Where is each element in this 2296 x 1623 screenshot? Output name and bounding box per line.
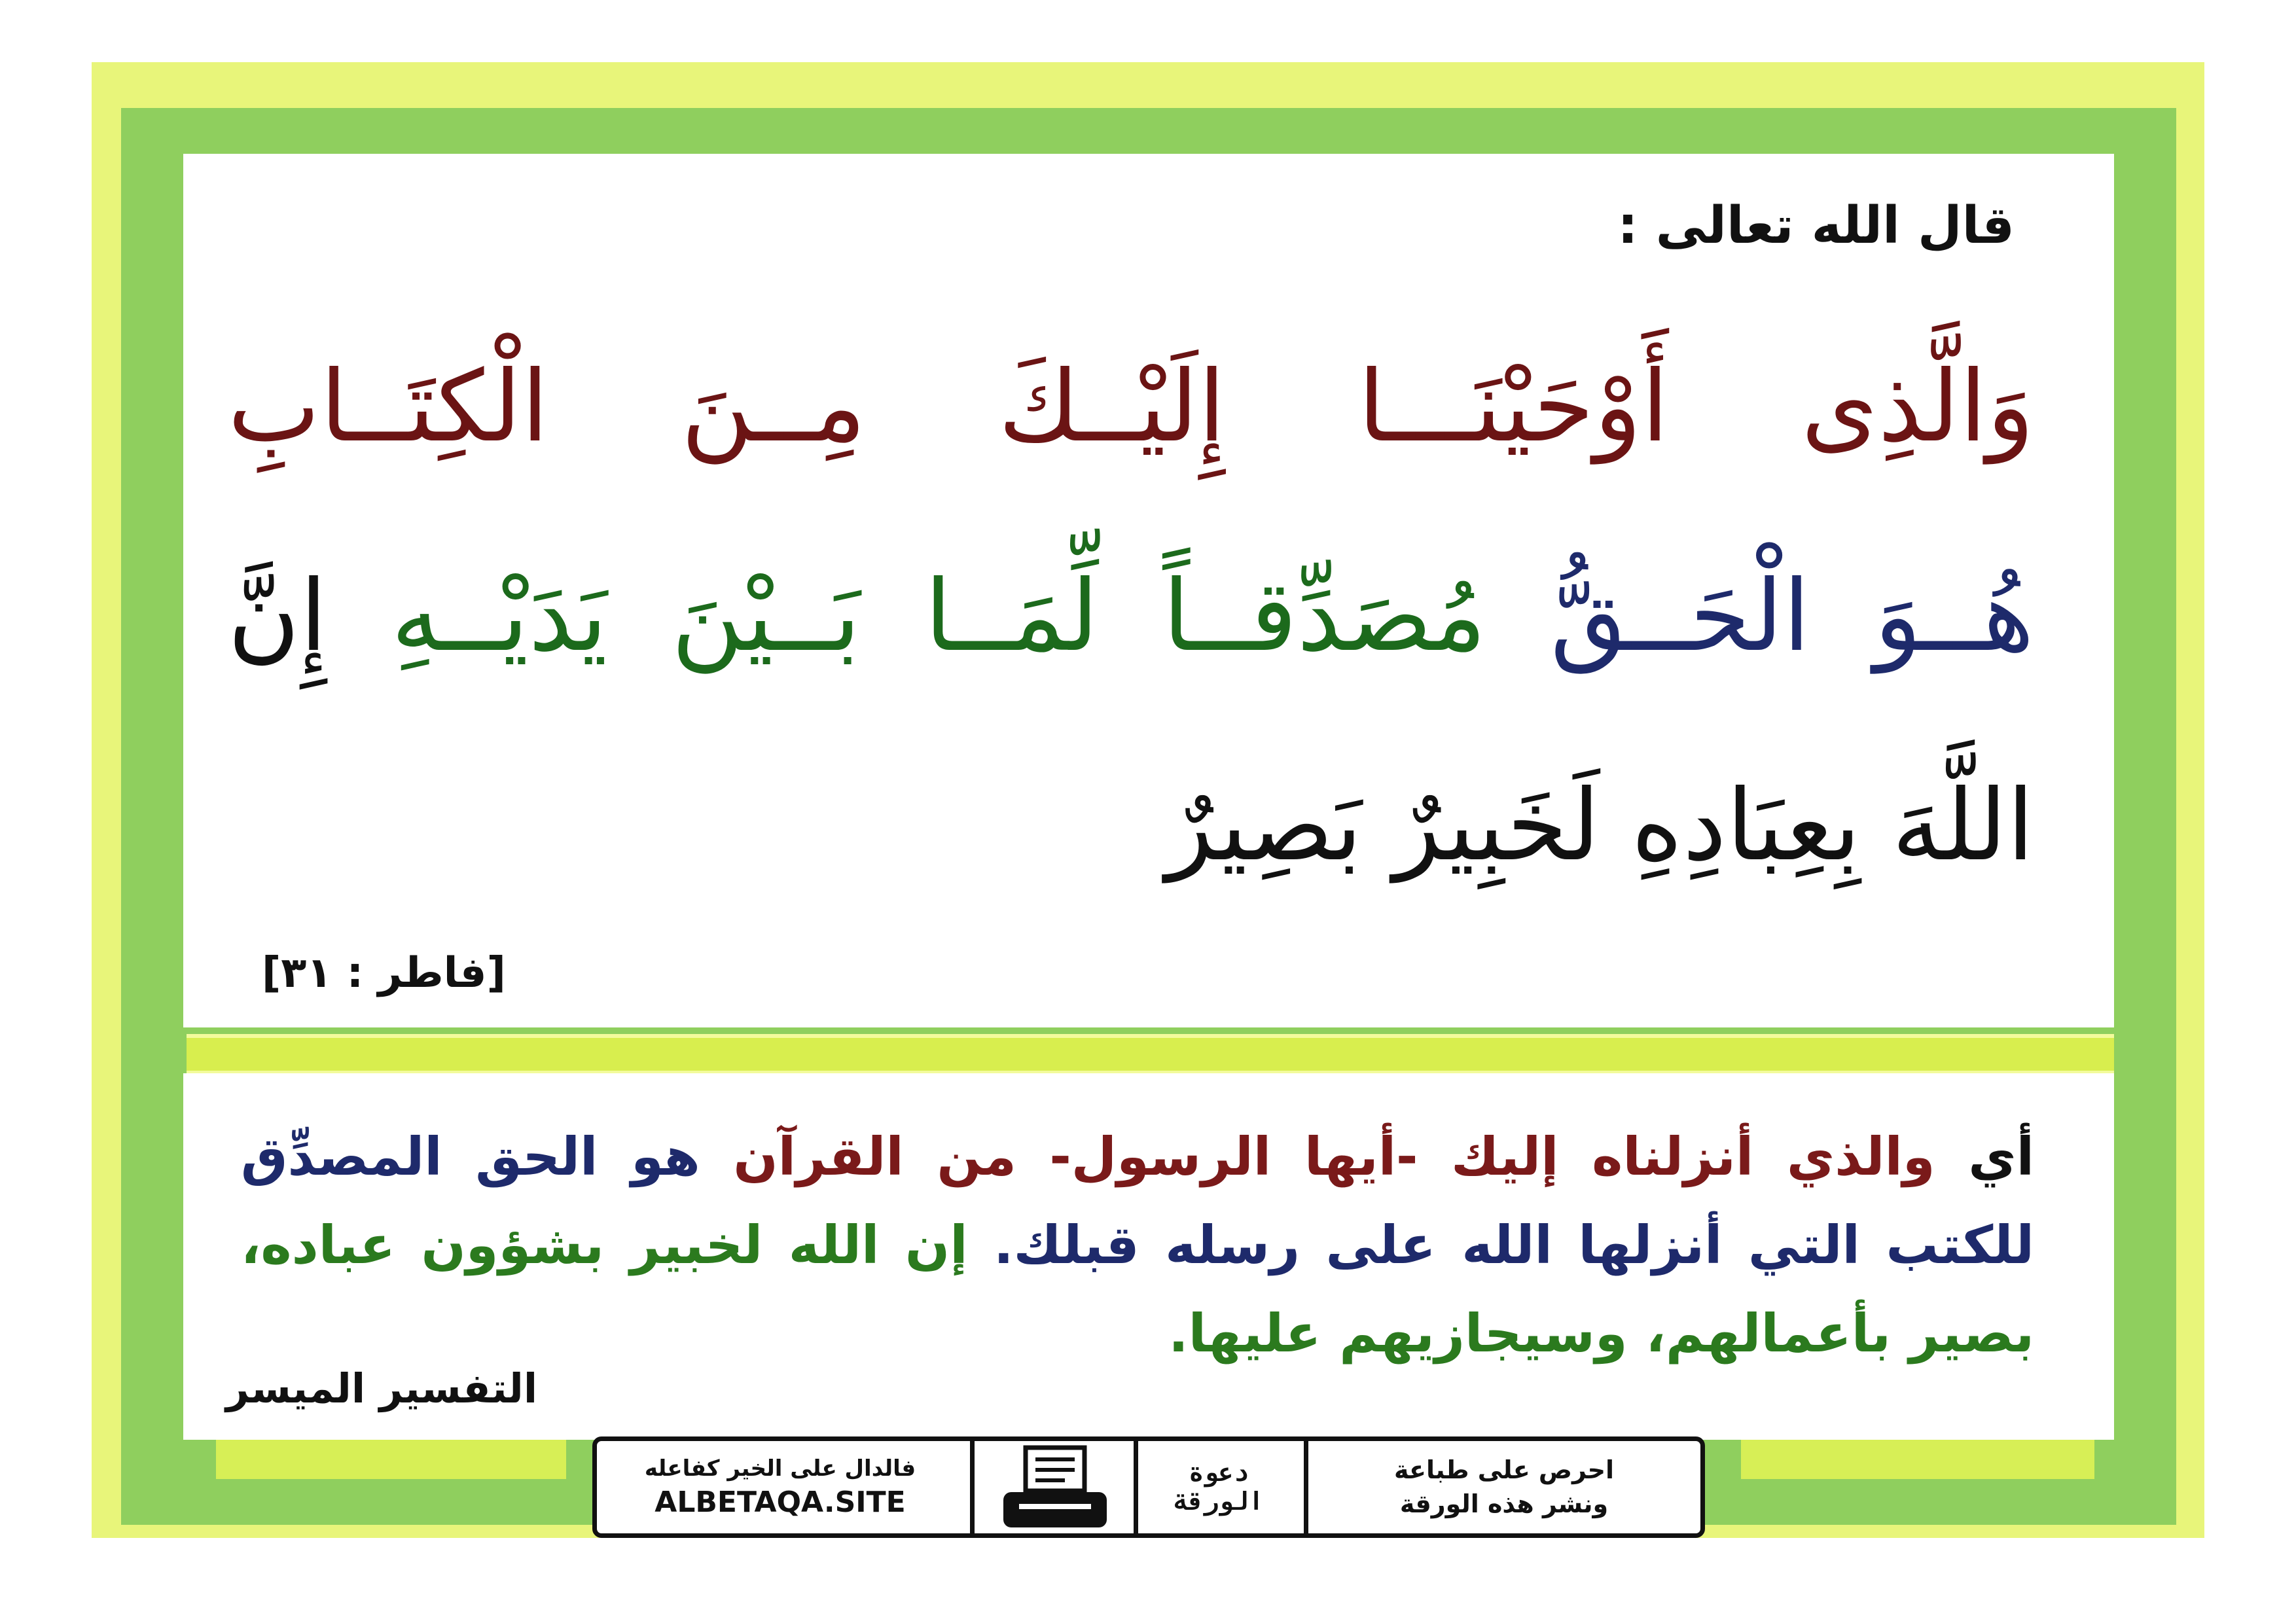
verse-line-3: اللَّهَ بِعِبَادِهِ لَخَبِيرٌ بَصِيرٌ — [1166, 769, 2034, 883]
tafsir-segment-2: والذي أنزلناه إليك -أيها الرسول- من القرآن — [733, 1126, 1935, 1187]
tafsir-source: التفسير الميسر — [226, 1364, 538, 1412]
footer-slogan-block — [597, 1441, 963, 1533]
frame-accent-right — [1741, 1440, 2094, 1479]
verse-intro: قال الله تعالى : — [1617, 196, 2015, 255]
verse-line-1: وَالَّذِى أَوْحَيْنَـــا إِلَيْــكَ مِــنَ الْكِتَــابِ — [228, 350, 2034, 464]
verse-line-2-part-3: إِنَّ — [228, 560, 327, 673]
tafsir-text — [241, 1113, 2034, 1378]
verse-line-2 — [228, 560, 2034, 673]
footer-banner — [592, 1436, 1705, 1538]
footer-note-block — [1308, 1441, 1700, 1533]
panel-divider — [187, 1034, 2114, 1075]
verse-line-2-part-1: هُــوَ الْحَــقُّ — [1550, 560, 2034, 673]
verse-line-2-part-2: مُصَدِّقــاً لِّمَــا بَــيْنَ يَدَيْــهِ — [391, 560, 1486, 673]
logo-text-1: دعوة — [1189, 1457, 1249, 1487]
footer-slogan: فالدال على الخير كفاعله — [644, 1455, 916, 1482]
footer-note-line-1: احرص على طباعة — [1393, 1455, 1615, 1485]
footer-separator — [970, 1441, 975, 1533]
frame-accent-left — [216, 1440, 566, 1479]
tafsir-segment-4: إن الله لخبير بشؤون عباده، بصير بأعمالهم، وسيجازيهم عليها. — [241, 1215, 2034, 1364]
printer-icon — [996, 1441, 1114, 1533]
tafsir-segment-3: هو الحق المصدِّق للكتب التي أنزلها الله على رسله قبلك. — [241, 1126, 2035, 1275]
footer-separator — [1134, 1441, 1138, 1533]
logo-text-2: الورقة — [1174, 1486, 1264, 1516]
dawa-logo — [1157, 1441, 1281, 1533]
tafsir-segment-1: أي — [1968, 1126, 2035, 1187]
footer-note-line-2: ونشر هذه الورقة — [1399, 1489, 1609, 1518]
footer-site-link[interactable]: ALBETAQA.SITE — [655, 1486, 906, 1519]
verse-reference: [فاطر : ٣١] — [262, 949, 506, 997]
